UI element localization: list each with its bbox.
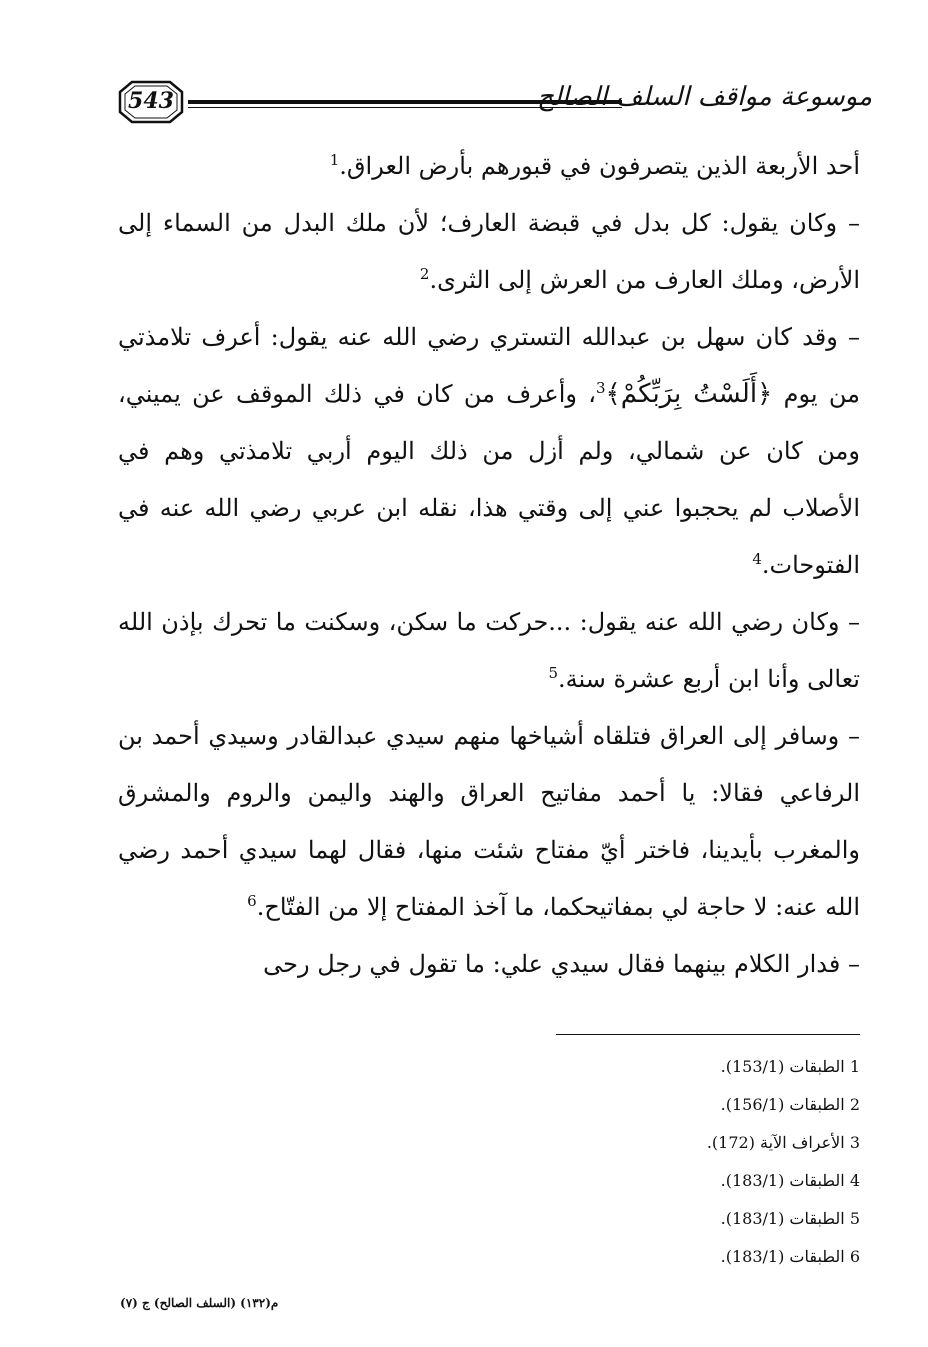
paragraph-text: – وسافر إلى العراق فتلقاه أشياخها منهم سيدي عبدالقادر وسيدي أحمد بن الرفاعي فقالا: يا أحمد مفاتيح العراق والهند واليمن والروم والمشرق والمغرب بأيدينا، فاختر أيّ مفتاح شئت منها، فقال لهما سيدي أحمد رضي الله عنه: لا حاجة لي بمفاتيحكما، ما آخذ المفتاح إلا من الفتّاح. bbox=[118, 722, 860, 921]
running-title: موسوعة مواقف السلف الصالح bbox=[537, 82, 872, 112]
page-number: 543 bbox=[128, 88, 174, 114]
footnote-separator bbox=[556, 1034, 860, 1035]
paragraph bbox=[118, 708, 860, 936]
paragraph-text: ، وأعرف من كان في ذلك الموقف عن يميني، ومن كان عن شمالي، ولم أزل من ذلك اليوم أربي تلامذتي وهم في الأصلاب لم يحجبوا عني إلى وقتي هذا، نقله ابن عربي رضي الله عنه في الفتوحات. bbox=[118, 380, 860, 579]
footnotes bbox=[556, 1048, 860, 1276]
paragraph-text: – وقد كان سهل بن عبدالله التستري رضي الله عنه يقول: أعرف تلامذتي من يوم bbox=[118, 323, 860, 408]
footnote-number: 4 bbox=[849, 1171, 860, 1190]
footnote-text: الطبقات (183/1). bbox=[720, 1171, 845, 1190]
paragraph bbox=[118, 309, 860, 594]
footnote-number: 5 bbox=[849, 1209, 860, 1228]
footnote-marker: 4 bbox=[752, 550, 762, 568]
printer-signature: م(١٣٢) (السلف الصالح) ج (٧) bbox=[120, 1296, 279, 1310]
footnote-item bbox=[556, 1086, 860, 1124]
page-header bbox=[118, 80, 872, 124]
quran-verse: ﴿أَلَسْتُ بِرَبِّكُمْ﴾ bbox=[605, 379, 773, 409]
footnote-item bbox=[556, 1048, 860, 1086]
footnote-marker: 3 bbox=[596, 379, 606, 397]
footnote-marker: 6 bbox=[247, 892, 257, 910]
paragraph bbox=[118, 936, 860, 993]
footnote-marker: 2 bbox=[419, 265, 430, 283]
footnote-number: 1 bbox=[849, 1057, 860, 1076]
paragraph-text: – وكان رضي الله عنه يقول: ...حركت ما سكن، وسكنت ما تحرك بإذن الله تعالى وأنا ابن أربع عشرة سنة. bbox=[118, 608, 860, 693]
paragraph-text: – وكان يقول: كل بدل في قبضة العارف؛ لأن ملك البدل من السماء إلى الأرض، وملك العارف من العرش إلى الثرى. bbox=[118, 209, 860, 294]
footnote-number: 6 bbox=[849, 1247, 860, 1266]
footnote-text: الطبقات (183/1). bbox=[720, 1209, 845, 1228]
footnote-marker: 5 bbox=[548, 664, 558, 682]
footnote-text: الأعراف الآية (172). bbox=[706, 1133, 845, 1152]
page-number-badge bbox=[118, 80, 184, 124]
paragraph-text: أحد الأربعة الذين يتصرفون في قبورهم بأرض العراق. bbox=[339, 152, 860, 180]
paragraph bbox=[118, 195, 860, 309]
footnote-number: 2 bbox=[849, 1095, 860, 1114]
footnote-item bbox=[556, 1200, 860, 1238]
footnote-marker: 1 bbox=[329, 151, 340, 169]
footnote-text: الطبقات (183/1). bbox=[720, 1247, 845, 1266]
paragraph bbox=[118, 138, 860, 195]
footnote-item bbox=[556, 1124, 860, 1162]
footnote-item bbox=[556, 1238, 860, 1276]
main-text bbox=[118, 138, 860, 993]
footnote-text: الطبقات (153/1). bbox=[720, 1057, 845, 1076]
paragraph bbox=[118, 594, 860, 708]
footnote-text: الطبقات (156/1). bbox=[720, 1095, 845, 1114]
footnote-number: 3 bbox=[849, 1133, 860, 1152]
paragraph-text: – فدار الكلام بينهما فقال سيدي علي: ما تقول في رجل رحى bbox=[263, 950, 860, 978]
footnote-item bbox=[556, 1162, 860, 1200]
